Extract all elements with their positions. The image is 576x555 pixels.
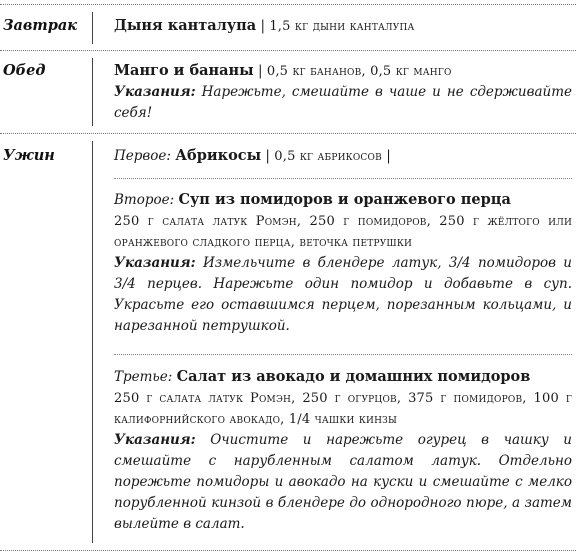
dish-title: Манго и бананы [114,62,254,79]
meal-label-dinner: Ужин [3,147,55,164]
dish-title: Дыня канталупа [114,17,257,34]
course-divider [114,354,572,355]
dinner-third-course [114,366,572,535]
row-divider-breakfast-lunch [0,50,576,51]
course-label: Третье: [114,369,173,385]
meal-label-lunch: Обед [3,62,46,79]
row-divider-lunch-dinner [0,133,576,134]
course-divider [114,178,572,179]
column-divider [92,58,93,126]
dinner-first-course [114,145,572,167]
ingredients: 250 г салата латук Ромэн, 250 г огурцов, 375 г помидоров, 100 г калифорнийского авокадо, 1/4 чашки кинзы [114,391,572,427]
ingredients: 250 г салата латук Ромэн, 250 г помидоров, 250 г жёлтого или оранжевого сладкого перца, веточка петрушки [114,214,572,250]
separator-bar: | [258,63,267,79]
course-label: Второе: [114,192,175,208]
column-divider [92,141,93,543]
breakfast-entry [114,15,572,37]
ingredients: 0,5 кг бананов, 0,5 кг манго [266,64,452,79]
course-label: Первое: [114,148,171,164]
dinner-second-course [114,189,572,337]
row-divider-top [0,4,576,5]
ingredients: 0,5 кг абрикосов [274,149,382,164]
instructions-text: Нарежьте, смешайте в чаше и не сдерживайте себя! [114,84,572,121]
row-divider-bottom [0,550,576,551]
dish-title: Салат из авокадо и домашних помидоров [176,368,531,385]
meal-label-breakfast: Завтрак [3,17,78,34]
dish-title: Суп из помидоров и оранжевого перца [178,191,511,208]
dish-title: Абрикосы [175,147,262,164]
column-divider [92,12,93,44]
separator-bar: | [265,148,275,164]
instructions-label: Указания: [114,432,196,448]
instructions-label: Указания: [114,84,196,100]
instructions-text: Измельчите в блендере латук, 3/4 помидоров и 3/4 перцев. Нарежьте один помидор и добавьте в суп. Украсьте его оставшимся перцем, порезанным кольцами, и нарезанной петрушкой. [114,255,573,334]
instructions-label: Указания: [114,255,196,271]
lunch-entry [114,60,572,124]
separator-bar: | [260,18,270,34]
instructions-text: Очистите и нарежьте огурец в чашку и смешайте с нарубленным салатом латук. Отдельно порежьте помидоры и авокадо на куски и смешайте с мелко порубленной кинзой в блендере до однородного пюре, а затем вылейте в салат. [114,432,572,532]
separator-bar: | [386,148,391,164]
ingredients: 1,5 кг дыни канталупа [269,19,415,34]
